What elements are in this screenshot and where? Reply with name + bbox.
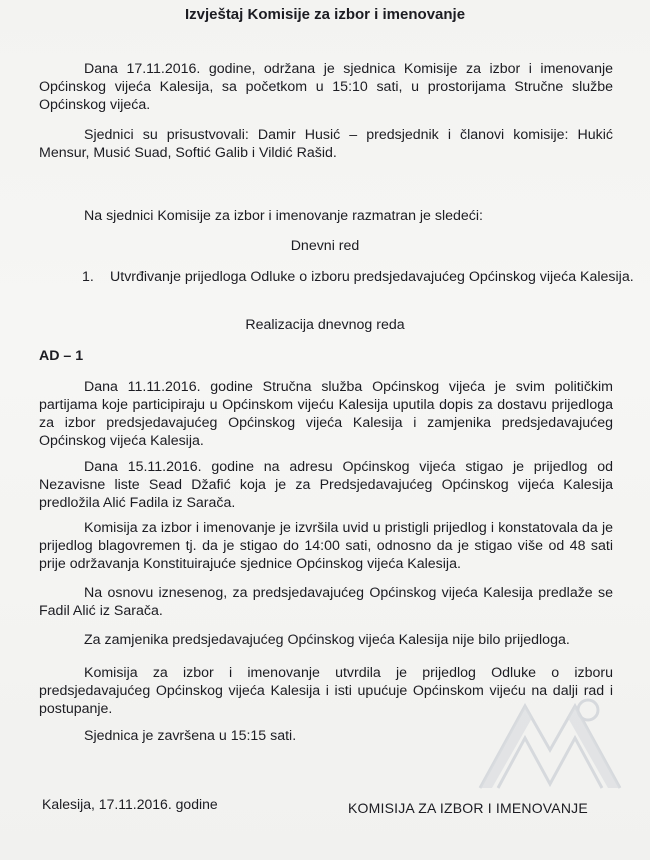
footer-signature: KOMISIJA ZA IZBOR I IMENOVANJE <box>348 800 588 816</box>
paragraph-session-opening: Dana 17.11.2016. godine, održana je sjednica Komisije za izbor i imenovanje Općinskog vijeća Kalesija, sa početkom u 15:10 sati, u prostorijama Stručne službe Općinskog vijeća. <box>39 61 613 113</box>
paragraph-session-end: Sjednica je završena u 15:15 sati. <box>84 728 297 744</box>
agenda-item-number: 1. <box>82 269 94 285</box>
agenda-item-text: Utvrđivanje prijedloga Odluke o izboru predsjedavajućeg Općinskog vijeća Kalesija. <box>110 269 634 285</box>
paragraph-deputy: Za zamjenika predsjedavajućeg Općinskog vijeća Kalesija nije bilo prijedloga. <box>84 632 570 648</box>
paragraph-review: Komisija za izbor i imenovanje je izvršila uvid u pristigli prijedlog i konstatovala da je prijedlog blagovremen tj. da je stigao do 14:00 sati, odnosno da je stigao više od 48 sati prije održavanja Konstituirajuće sjednice Općinskog vijeća Kalesija. <box>39 520 613 572</box>
document-title: Izvještaj Komisije za izbor i imenovanje <box>184 6 466 23</box>
footer-place-date: Kalesija, 17.11.2016. godine <box>42 796 218 812</box>
paragraph-agenda-intro: Na sjednici Komisije za izbor i imenovanje razmatran je sledeći: <box>84 208 483 224</box>
agenda-item <box>82 268 641 286</box>
paragraph-proposal-received: Dana 15.11.2016. godine na adresu Općinskog vijeća stigao je prijedlog od Nezavisne liste Sead Džafić koja je za Predsjedavajućeg Općinskog vijeća Kalesija predložila Alić Fadila iz Sarača. <box>39 459 613 511</box>
paragraph-proposal-conclusion: Na osnovu iznesenog, za predsjedavajućeg Općinskog vijeća Kalesija predlaže se Fadil Alić iz Sarača. <box>39 585 613 619</box>
agenda-heading: Dnevni red <box>290 238 360 254</box>
paragraph-decision: Komisija za izbor i imenovanje utvrdila je prijedlog Odluke o izboru predsjedavajućeg Općinskog vijeća Kalesija i isti upućuje Općinskom vijeću na dalji rad i postupanje. <box>39 665 613 717</box>
paragraph-letter-sent: Dana 11.11.2016. godine Stručna služba Općinskog vijeća je svim političkim partijama koje participiraju u Općinskom vijeću Kalesija uputila dopis za dostavu prijedloga za izbor predsjedavajućeg Općinskog vijeća Kalesija i zamjenika predsjedavajućeg Općinskog vijeća Kalesija. <box>39 379 613 449</box>
ad-label: AD – 1 <box>39 348 84 364</box>
realization-heading: Realizacija dnevnog reda <box>245 317 405 333</box>
paragraph-attendees: Sjednici su prisustvovali: Damir Husić – predsjednik i članovi komisije: Hukić Mensur, Musić Suad, Softić Galib i Vildić Rašid. <box>39 127 613 161</box>
n1-logo-watermark-icon <box>470 688 630 798</box>
